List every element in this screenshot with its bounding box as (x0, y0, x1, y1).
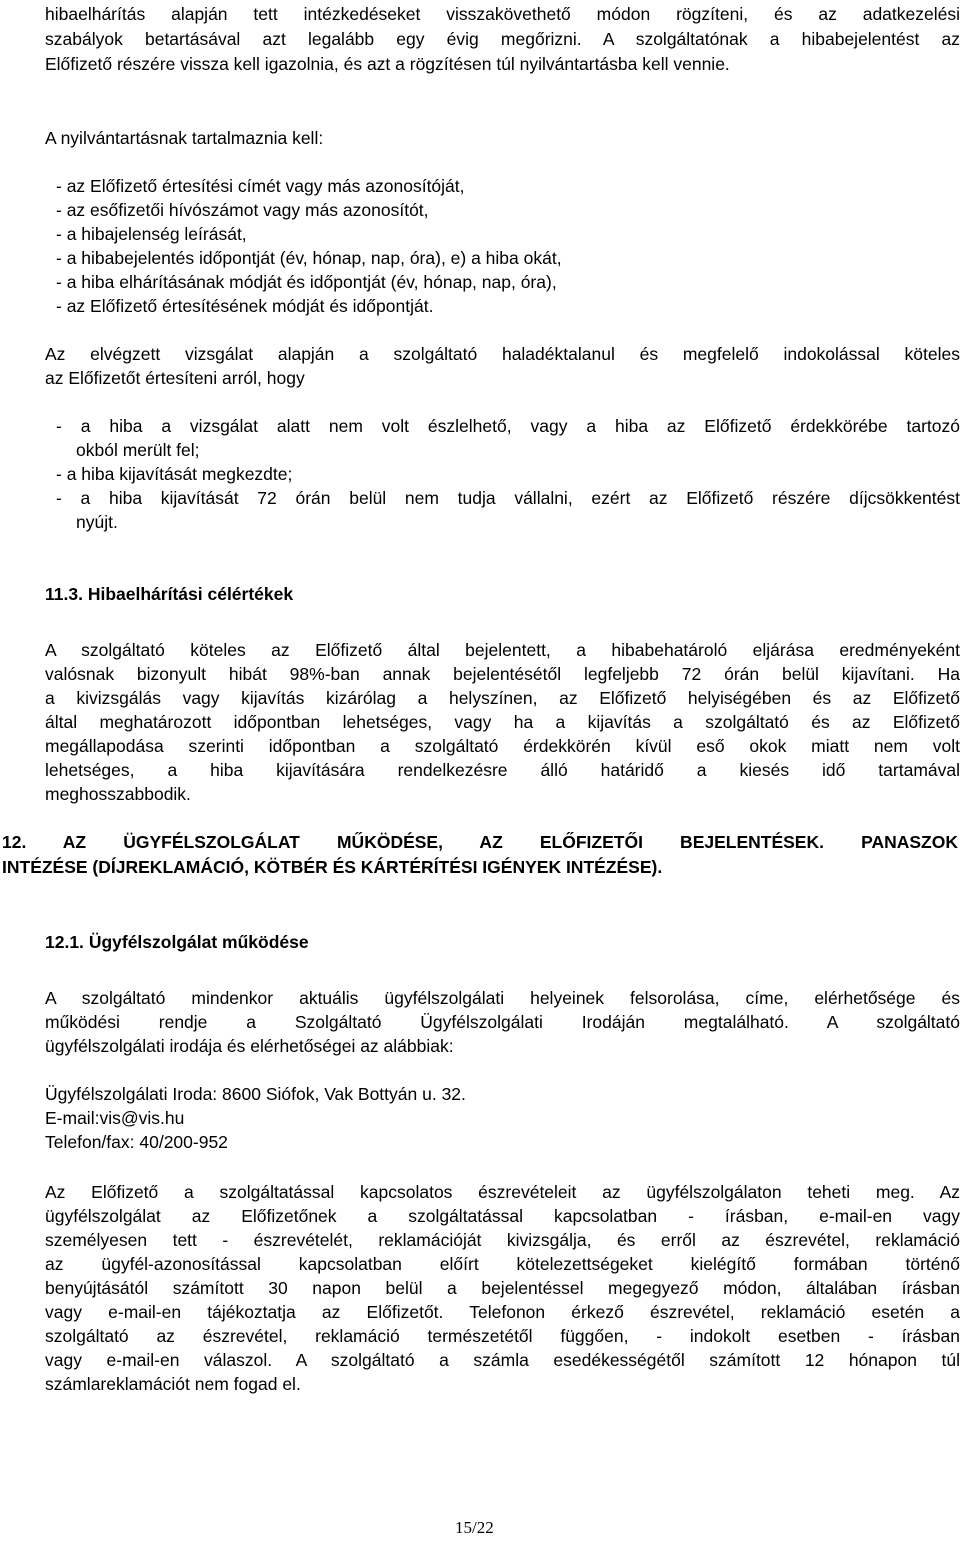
list-item: - a hiba elhárításának módját és időpontját (év, hónap, nap, óra), (56, 272, 557, 292)
text-line: vagy e-mail-en válaszol. A szolgáltató a számla esedékességétől számított 12 hónapon túl (45, 1350, 960, 1370)
office-phone: Telefon/fax: 40/200-952 (45, 1132, 228, 1152)
text-line: A szolgáltató mindenkor aktuális ügyfélszolgálati helyeinek felsorolása, címe, elérhetősége és (45, 988, 960, 1008)
text-line: szabályok betartásával azt legalább egy évig megőrizni. A szolgáltatónak a hibabejelentést az (45, 29, 960, 49)
text-line: személyesen tett - észrevételét, reklamációját kivizsgálja, és erről az észrevétel, reklamáció (45, 1230, 960, 1250)
section-title: Ügyfélszolgálat működése (88, 932, 309, 952)
text-line: Az elvégzett vizsgálat alapján a szolgáltató haladéktalanul és megfelelő indokolással köteles (45, 344, 960, 364)
text-line: megállapodása szerinti időpontban a szolgáltató érdekkörén kívül eső okok miatt nem volt (45, 736, 960, 756)
text-line: ügyfélszolgálati irodája és elérhetőségei az alábbiak: (45, 1036, 454, 1056)
list-item: - az esőfizetői hívószámot vagy más azonosítót, (56, 200, 429, 220)
text-line: benyújtásától számított 30 napon belül a bejelentéssel megegyező módon, általában írásban (45, 1278, 960, 1298)
text-line: számlareklamációt nem fogad el. (45, 1374, 301, 1394)
text-line: az Előfizetőt értesíteni arról, hogy (45, 368, 305, 388)
text-line: valósnak bizonyult hibát 98%-ban annak bejelentésétől legfeljebb 72 órán belül kijavítani. Ha (45, 664, 960, 684)
text-line: által meghatározott időpontban lehetséges, vagy ha a kijavítás a szolgáltató és az Előfizető (45, 712, 960, 732)
section-number: 12.1. (45, 932, 84, 952)
text-line: hibaelhárítás alapján tett intézkedéseket visszakövethető módon rögzíteni, és az adatkezelési (45, 4, 960, 24)
list-item-continuation: nyújt. (76, 512, 118, 532)
text-line: lehetséges, a hiba kijavítására rendelkezésre álló határidő a kiesés idő tartamával (45, 760, 960, 780)
registry-heading: A nyilvántartásnak tartalmaznia kell: (45, 128, 324, 148)
list-item: - a hiba kijavítását megkezdte; (56, 464, 293, 484)
text-line: vagy e-mail-en tájékoztatja az Előfizetőt. Telefonon érkező észrevétel, reklamáció esetén a (45, 1302, 960, 1322)
text-line: a kivizsgálás vagy kijavítás kizárólag a helyszínen, az Előfizető helyiségében és az Előfizető (45, 688, 960, 708)
text-line: A szolgáltató köteles az Előfizető által bejelentett, a hibabehatároló eljárása eredményeként (45, 640, 960, 660)
text-line: ügyfélszolgálat az Előfizetőnek a szolgáltatással kapcsolatban - írásban, e-mail-en vagy (45, 1206, 960, 1226)
list-item: - a hibabejelentés időpontját (év, hónap, nap, óra), e) a hiba okát, (56, 248, 562, 268)
list-item: - az Előfizető értesítésének módját és időpontját. (56, 296, 434, 316)
list-item: - a hiba kijavítását 72 órán belül nem tudja vállalni, ezért az Előfizető részére díjcsökkentést (56, 488, 960, 508)
text-line: működési rendje a Szolgáltató Ügyfélszolgálati Irodáján megtalálható. A szolgáltató (45, 1012, 960, 1032)
list-item: - a hiba a vizsgálat alatt nem volt észlelhető, vagy a hiba az Előfizető érdekkörébe tartozó (56, 416, 960, 436)
section-number: 11.3. (45, 584, 83, 604)
text-line: szolgáltató az észrevétel, reklamáció természetétől függően, - indokolt esetben - írásban (45, 1326, 960, 1346)
list-item-continuation: okból merült fel; (76, 440, 200, 460)
section-heading (45, 930, 309, 954)
list-item: - a hibajelenség leírását, (56, 224, 247, 244)
text-line: Az Előfizető a szolgáltatással kapcsolatos észrevételeit az ügyfélszolgálaton teheti meg. Az (45, 1182, 960, 1202)
text-line: az ügyfél-azonosítással kapcsolatban előírt kötelezettségeket kielégítő formában történő (45, 1254, 960, 1274)
chapter-title-line: 12. AZ ÜGYFÉLSZOLGÁLAT MŰKÖDÉSE, AZ ELŐFIZETŐI BEJELENTÉSEK. PANASZOK (2, 832, 958, 852)
page-number: 15/22 (455, 1518, 494, 1537)
list-item: - az Előfizető értesítési címét vagy más azonosítóját, (56, 176, 465, 196)
office-address: Ügyfélszolgálati Iroda: 8600 Siófok, Vak Bottyán u. 32. (45, 1084, 466, 1104)
section-heading (45, 582, 293, 606)
office-email: E-mail:vis@vis.hu (45, 1108, 185, 1128)
text-line: meghosszabbodik. (45, 784, 191, 804)
chapter-title-line: INTÉZÉSE (DÍJREKLAMÁCIÓ, KÖTBÉR ÉS KÁRTÉRÍTÉSI IGÉNYEK INTÉZÉSE). (2, 857, 663, 877)
text-line: Előfizető részére vissza kell igazolnia, és azt a rögzítésen túl nyilvántartásba kell vennie. (45, 54, 730, 74)
section-title: Hibaelhárítási célértékek (87, 584, 294, 604)
